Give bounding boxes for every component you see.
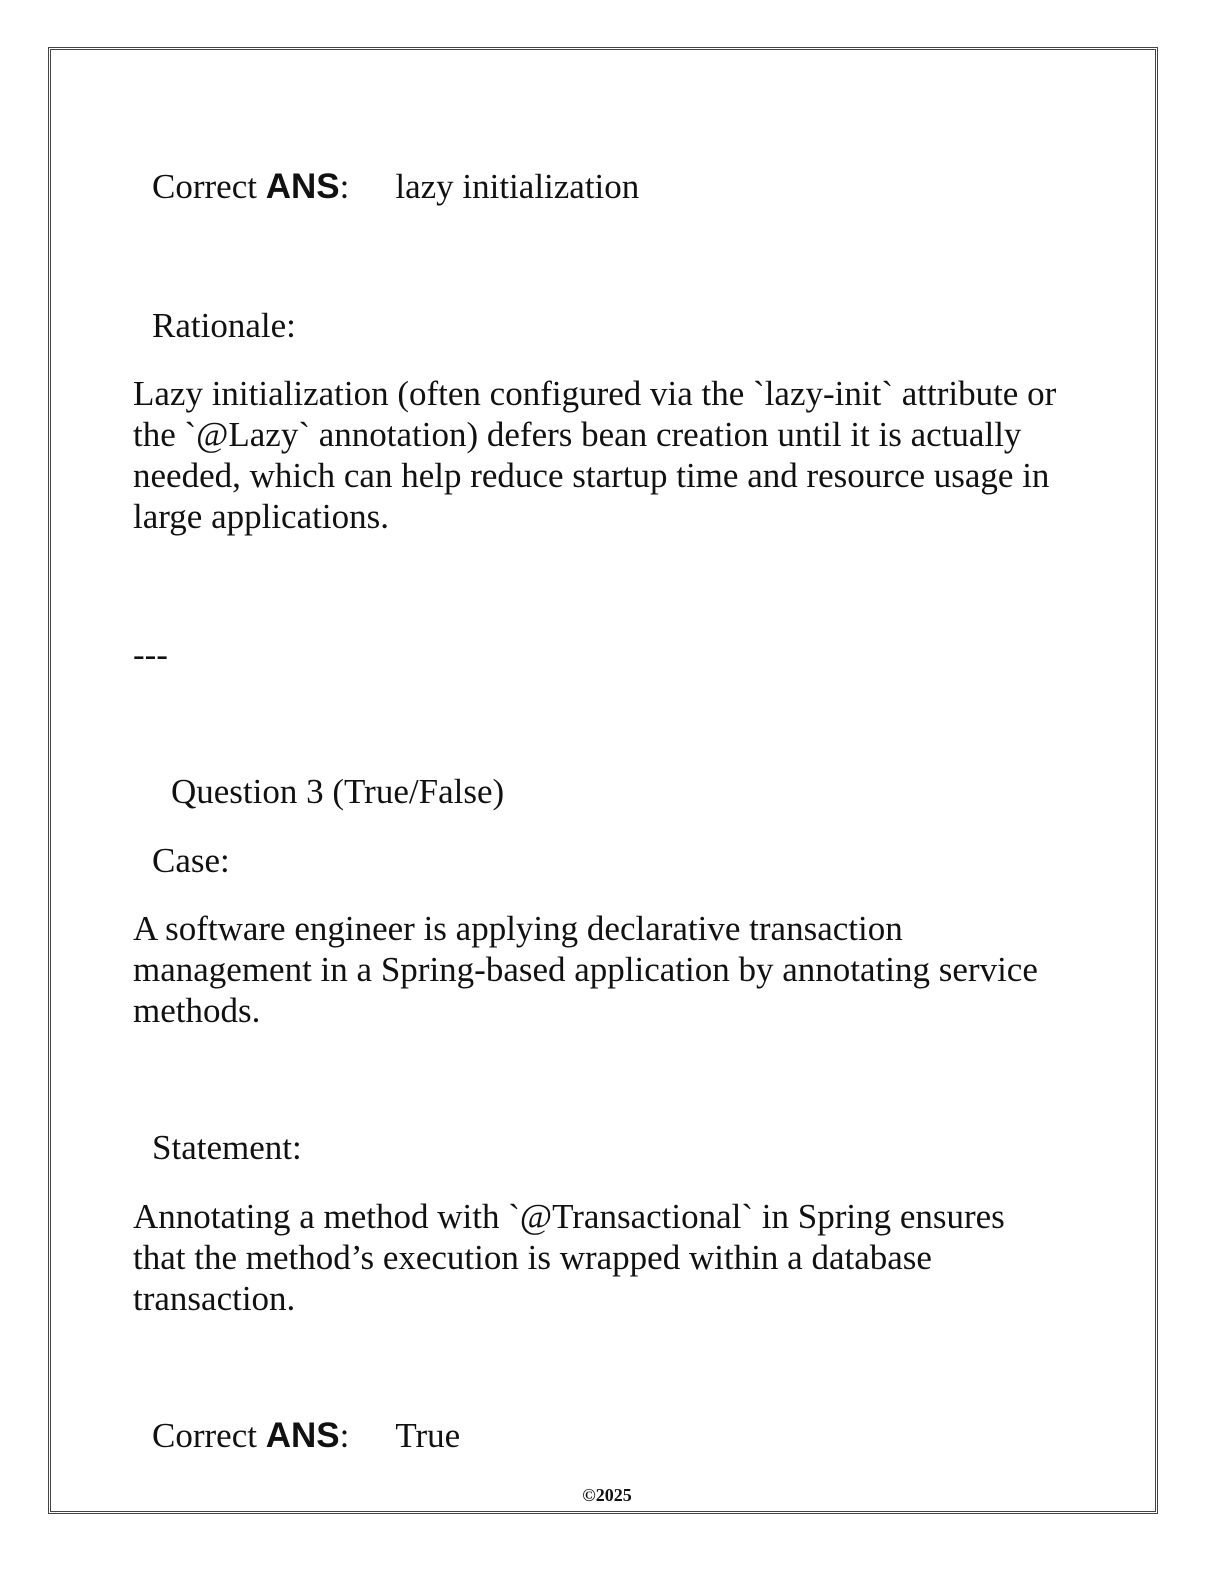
case-line: methods. (133, 991, 261, 1030)
question-title: Question 3 (True/False) (171, 772, 505, 811)
answer-colon: : (339, 1416, 350, 1455)
correct-answer-2 (152, 1415, 460, 1456)
case-line: A software engineer is applying declarative transaction (133, 909, 903, 948)
statement-heading: Statement: (152, 1128, 302, 1167)
separator: --- (133, 635, 168, 674)
answer-value: lazy initialization (395, 167, 640, 206)
correct-answer-1 (152, 166, 639, 207)
answer-prefix: Correct (152, 167, 257, 206)
case-paragraph (133, 908, 1093, 1031)
rationale-line: large applications. (133, 497, 389, 536)
statement-line: Annotating a method with `@Transactional` in Spring ensures (133, 1197, 1005, 1236)
statement-paragraph (133, 1196, 1093, 1319)
case-line: management in a Spring-based application by annotating service (133, 950, 1038, 989)
rationale-line: needed, which can help reduce startup time and resource usage in (133, 456, 1050, 495)
answer-label: ANS (265, 167, 340, 206)
answer-value: True (395, 1416, 461, 1455)
statement-line: transaction. (133, 1279, 296, 1318)
rationale-line: the `@Lazy` annotation) defers bean creation until it is actually (133, 415, 1022, 454)
rationale-line: Lazy initialization (often configured via the `lazy-init` attribute or (133, 374, 1057, 413)
rationale-paragraph (133, 373, 1093, 537)
answer-colon: : (339, 167, 350, 206)
statement-line: that the method’s execution is wrapped within a database (133, 1238, 932, 1277)
copyright-footer: ©2025 (582, 1485, 632, 1505)
rationale-heading: Rationale: (152, 306, 296, 345)
answer-label: ANS (265, 1416, 340, 1455)
answer-prefix: Correct (152, 1416, 257, 1455)
case-heading: Case: (152, 841, 230, 880)
